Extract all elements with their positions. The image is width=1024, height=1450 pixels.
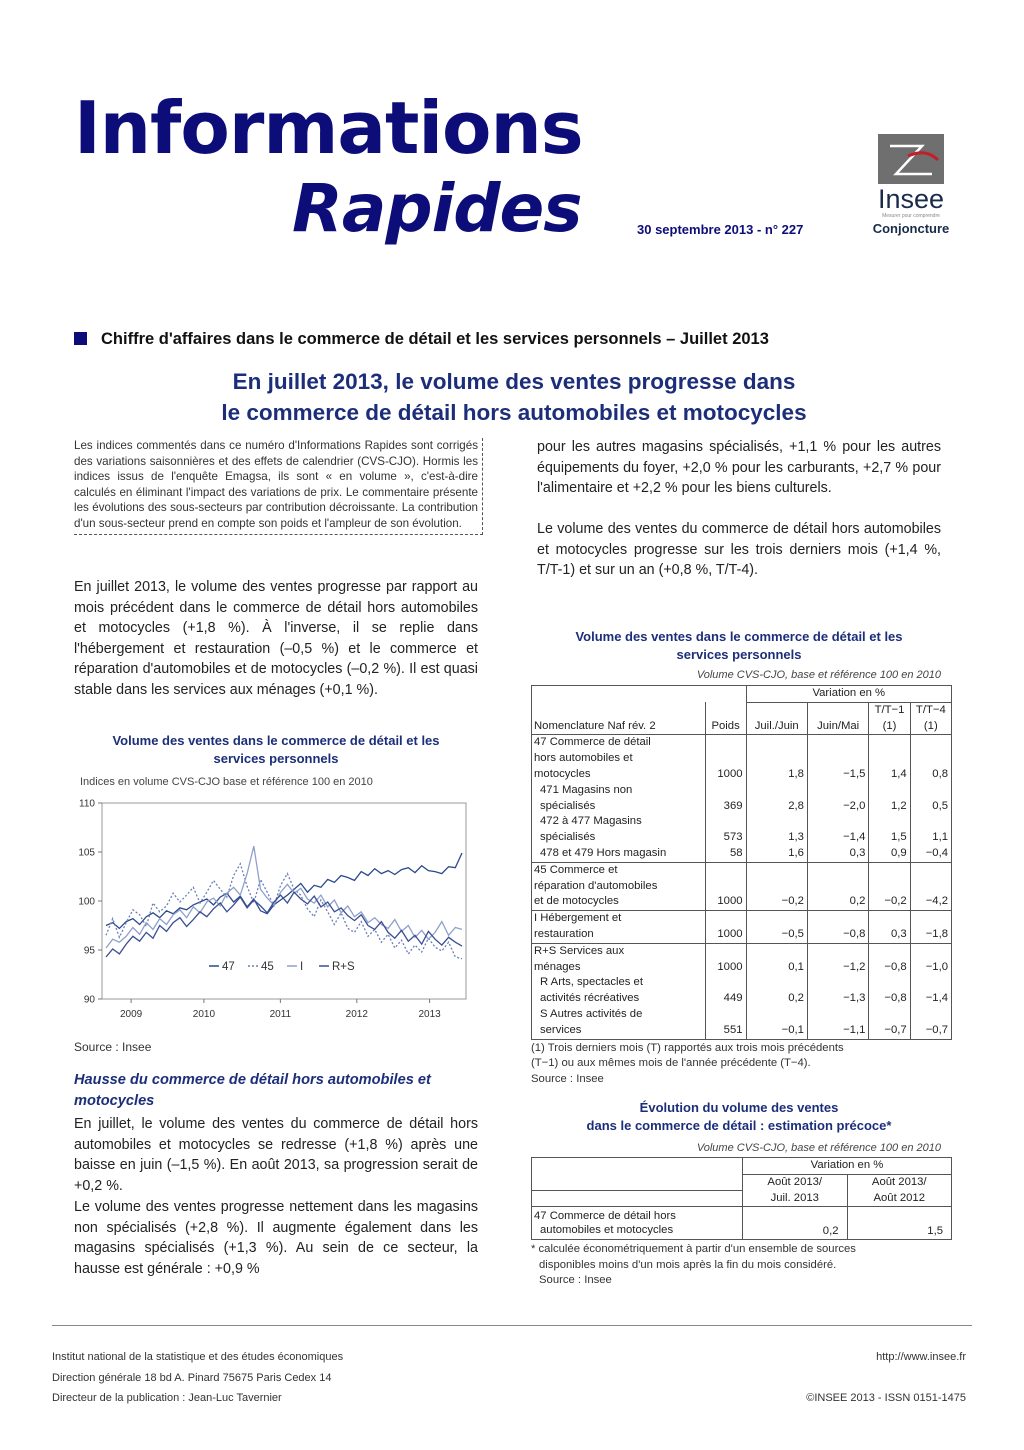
table2-title-line-2: dans le commerce de détail : estimation précoce* bbox=[586, 1118, 892, 1133]
table2-variation-header: Variation en % bbox=[743, 1158, 952, 1175]
table-row bbox=[532, 846, 952, 862]
table-cell-tt1: 1,2 bbox=[869, 783, 910, 815]
table2-row-label-2: automobiles et motocycles bbox=[540, 1224, 674, 1237]
table-row bbox=[532, 975, 952, 1007]
table-cell-weight: 551 bbox=[705, 1007, 746, 1039]
table-cell-tt4: −0,4 bbox=[910, 846, 951, 862]
table2-subtitle: Volume CVS-CJO, base et référence 100 en 2010 bbox=[696, 1142, 941, 1154]
table1-col-tt4: T/T−4 bbox=[910, 702, 951, 718]
right-paragraph-1: pour les autres magasins spécialisés, +1,1 % pour les autres équipements du foyer, +2,0 % pour les carburants, +2,7 % pour l'alimentaire et +2,2 % pour les biens culturels. bbox=[537, 439, 941, 497]
table-row-label bbox=[532, 975, 706, 1007]
table-cell-juil-juin: −0,5 bbox=[746, 911, 807, 944]
table-row bbox=[532, 783, 952, 815]
chart-title bbox=[74, 732, 478, 768]
table-row-label bbox=[532, 943, 706, 975]
table1-col-juin-mai: Juin/Mai bbox=[807, 702, 868, 735]
x-tick-label: 2012 bbox=[345, 1009, 368, 1020]
table-row-label-line: R+S Services aux bbox=[534, 944, 625, 957]
square-bullet-icon bbox=[74, 332, 87, 345]
table-cell-tt4: −4,2 bbox=[910, 862, 951, 910]
table-row-label bbox=[532, 846, 706, 862]
table-row-label-line: R Arts, spectacles et bbox=[540, 976, 643, 989]
legend-label: I bbox=[300, 961, 304, 973]
table-row-label-line: 47 Commerce de détail bbox=[534, 736, 651, 749]
table-row-label-line: restauration bbox=[534, 927, 594, 940]
table-row-label-line: spécialisés bbox=[540, 831, 596, 844]
x-tick-label: 2010 bbox=[192, 1009, 216, 1020]
y-tick-label: 95 bbox=[83, 945, 95, 957]
table1-notes bbox=[531, 1041, 952, 1088]
table-cell-tt4: −1,0 bbox=[910, 943, 951, 975]
table-cell-tt1: −0,8 bbox=[869, 943, 910, 975]
methodology-box: Les indices commentés dans ce numéro d'Informations Rapides sont corrigés des variations saisonnières et des effets de calendrier (CVS-CJO). Hormis les indices issus de l'enquête Emagsa, ils sont « en volume », c'est-à-dire calculés en éliminant l'impact des variations de prix. Le commentaire présente les évolutions des sous-secteurs par contribution décroissante. La contribution d'un sous-secteur prend en compte son poids et l'ampleur de son évolution. bbox=[74, 438, 483, 535]
y-tick-label: 90 bbox=[83, 994, 95, 1006]
table2-note-2: disponibles moins d'un mois après la fin du mois considéré. bbox=[539, 1258, 837, 1271]
chart-subtitle: Indices en volume CVS-CJO base et référence 100 en 2010 bbox=[80, 776, 373, 788]
table2-col2-header: Août 2013/ bbox=[847, 1174, 952, 1190]
table2-col1-subheader: Juil. 2013 bbox=[743, 1191, 848, 1207]
table-cell-tt1: 0,3 bbox=[869, 911, 910, 944]
y-tick-label: 110 bbox=[79, 798, 95, 810]
table2-value-1: 0,2 bbox=[743, 1207, 848, 1240]
table-cell-weight: 1000 bbox=[705, 943, 746, 975]
insee-logo-name: Insee bbox=[877, 184, 945, 214]
table2-title bbox=[537, 1099, 941, 1135]
table-cell-juil-juin: 1,8 bbox=[746, 735, 807, 783]
table-row-label-line: motocycles bbox=[534, 767, 591, 780]
series-line-47 bbox=[106, 853, 462, 928]
table-row-label-line: spécialisés bbox=[540, 799, 596, 812]
x-tick-label: 2013 bbox=[418, 1009, 441, 1020]
footer-director: Directeur de la publication : Jean-Luc Tavernier bbox=[52, 1392, 282, 1404]
table-cell-juin-mai: −1,3 bbox=[807, 975, 868, 1007]
table-cell-juil-juin: 1,6 bbox=[746, 846, 807, 862]
table-row-label bbox=[532, 735, 706, 783]
chart-title-line-2: services personnels bbox=[213, 751, 339, 766]
table-cell-weight: 449 bbox=[705, 975, 746, 1007]
intro-paragraph: En juillet 2013, le volume des ventes progresse par rapport au mois précédent dans le commerce de détail hors automobiles et motocycles (+1,8 %). À l'inverse, il se replie dans l'hébergement et restauration (–0,5 %) et le commerce et réparation d'automobiles et de motocycles (–0,2 %). Il est quasi stable dans les services aux ménages (+0,1 %). bbox=[74, 579, 478, 698]
legend-label: R+S bbox=[332, 961, 355, 973]
table1-container bbox=[531, 685, 952, 1087]
x-tick-label: 2009 bbox=[119, 1009, 143, 1020]
table1-col-juil-juin: Juil./Juin bbox=[746, 702, 807, 735]
table-cell-weight: 1000 bbox=[705, 862, 746, 910]
table-cell-juil-juin: 0,2 bbox=[746, 975, 807, 1007]
table2-source: Source : Insee bbox=[539, 1274, 612, 1287]
table-row-label-line: 471 Magasins non bbox=[540, 783, 633, 796]
table-cell-juin-mai: 0,3 bbox=[807, 846, 868, 862]
table-cell-tt4: 0,8 bbox=[910, 735, 951, 783]
table1 bbox=[531, 685, 952, 1040]
table-row-label bbox=[532, 911, 706, 944]
section-paragraph-2: Le volume des ventes progresse nettement dans les magasins non spécialisés (+2,8 %). Il augmente également dans les magasins spécialisés (+1,3 %). Au sein de ce secteur, la hausse est générale : +0,9 % bbox=[74, 1199, 478, 1277]
insee-emblem-icon bbox=[878, 134, 944, 184]
table-row-label-line: activités récréatives bbox=[540, 992, 640, 1005]
footer-divider bbox=[52, 1325, 972, 1326]
table1-subtitle: Volume CVS-CJO, base et référence 100 en 2010 bbox=[696, 669, 941, 681]
table-cell-tt4: 0,5 bbox=[910, 783, 951, 815]
table-row bbox=[532, 911, 952, 944]
table-cell-tt1: 0,9 bbox=[869, 846, 910, 862]
table1-col-tt4-note: (1) bbox=[910, 719, 951, 735]
table2-title-line-1: Évolution du volume des ventes bbox=[639, 1100, 839, 1115]
table-cell-tt1: 1,5 bbox=[869, 814, 910, 846]
table-row bbox=[532, 943, 952, 975]
issue-date: 30 septembre 2013 - n° 227 bbox=[637, 222, 804, 237]
table1-source: Source : Insee bbox=[531, 1072, 604, 1085]
x-tick-label: 2011 bbox=[269, 1009, 292, 1020]
series-line-r-s bbox=[106, 892, 462, 957]
table-cell-weight: 58 bbox=[705, 846, 746, 862]
table-cell-juin-mai: 0,2 bbox=[807, 862, 868, 910]
table-row-label-line: 478 et 479 Hors magasin bbox=[540, 846, 667, 859]
table-cell-juin-mai: −1,2 bbox=[807, 943, 868, 975]
table-row-label bbox=[532, 814, 706, 846]
legend-label: 47 bbox=[222, 961, 235, 973]
chart-title-line-1: Volume des ventes dans le commerce de détail et les bbox=[112, 733, 440, 748]
legend-label: 45 bbox=[261, 961, 274, 973]
y-tick-label: 100 bbox=[78, 896, 95, 908]
y-tick-label: 105 bbox=[78, 847, 95, 859]
table2-col2-subheader: Août 2012 bbox=[847, 1191, 952, 1207]
footer-url[interactable]: http://www.insee.fr bbox=[876, 1351, 966, 1363]
table-cell-tt1: 1,4 bbox=[869, 735, 910, 783]
table-cell-tt1: −0,8 bbox=[869, 975, 910, 1007]
table2-row-label-1: 47 Commerce de détail hors bbox=[534, 1210, 676, 1223]
table-cell-tt1: −0,7 bbox=[869, 1007, 910, 1039]
table2 bbox=[531, 1157, 952, 1240]
publication-subject bbox=[74, 330, 769, 349]
table-cell-juil-juin: −0,1 bbox=[746, 1007, 807, 1039]
footer-right bbox=[806, 1347, 966, 1409]
footer-copyright: ©INSEE 2013 - ISSN 0151-1475 bbox=[806, 1392, 966, 1404]
table-cell-weight: 573 bbox=[705, 814, 746, 846]
table-row-label bbox=[532, 1007, 706, 1039]
subject-text: Chiffre d'affaires dans le commerce de détail et les services personnels – Juillet 2013 bbox=[101, 330, 769, 348]
table-row-label-line: hors automobiles et bbox=[534, 752, 633, 765]
insee-logo bbox=[866, 134, 956, 236]
table2-row-label bbox=[532, 1207, 743, 1240]
table-row bbox=[532, 735, 952, 783]
headline-line-2: le commerce de détail hors automobiles et motocycles bbox=[221, 400, 807, 425]
table-row bbox=[532, 862, 952, 910]
section-heading: Hausse du commerce de détail hors automobiles et motocycles bbox=[74, 1072, 431, 1109]
footer-institution: Institut national de la statistique et des études économiques bbox=[52, 1351, 344, 1363]
headline bbox=[74, 366, 954, 428]
table2-container bbox=[531, 1157, 952, 1289]
table-cell-tt1: −0,2 bbox=[869, 862, 910, 910]
section-paragraph-1: En juillet, le volume des ventes du commerce de détail hors automobiles et motocycles se redresse (+1,8 %) après une baisse en juin (–1,5 %). En août 2013, sa progression serait de +0,2 %. bbox=[74, 1116, 478, 1194]
table-row-label-line: et de motocycles bbox=[534, 895, 619, 908]
table-cell-juin-mai: −1,5 bbox=[807, 735, 868, 783]
table-row-label-line: S Autres activités de bbox=[540, 1007, 643, 1020]
table-cell-tt4: −0,7 bbox=[910, 1007, 951, 1039]
table-row-label-line: 472 à 477 Magasins bbox=[540, 815, 642, 828]
table-cell-juin-mai: −1,4 bbox=[807, 814, 868, 846]
table2-note-1: * calculée économétriquement à partir d'un ensemble de sources bbox=[531, 1243, 856, 1256]
table1-variation-header: Variation en % bbox=[746, 686, 951, 703]
table1-col-tt1: T/T−1 bbox=[869, 702, 910, 718]
masthead-title: Informations bbox=[74, 86, 583, 170]
table-row-label-line: I Hébergement et bbox=[534, 912, 622, 925]
series-line-45 bbox=[106, 864, 462, 959]
table-cell-juil-juin: 0,1 bbox=[746, 943, 807, 975]
table-cell-tt4: 1,1 bbox=[910, 814, 951, 846]
insee-logo-subtitle: Conjoncture bbox=[872, 221, 950, 236]
table-row bbox=[532, 1007, 952, 1039]
table-cell-weight: 1000 bbox=[705, 911, 746, 944]
table-cell-juin-mai: −2,0 bbox=[807, 783, 868, 815]
footer-address: Direction générale 18 bd A. Pinard 75675 Paris Cedex 14 bbox=[52, 1371, 332, 1384]
table1-weight-header: Poids bbox=[705, 702, 746, 735]
insee-logo-tagline: Mesurer pour comprendre bbox=[882, 213, 940, 219]
table2-col1-header: Août 2013/ bbox=[743, 1174, 848, 1190]
table-cell-tt4: −1,4 bbox=[910, 975, 951, 1007]
table2-notes bbox=[531, 1242, 952, 1289]
table-row-label bbox=[532, 783, 706, 815]
table-cell-juin-mai: −1,1 bbox=[807, 1007, 868, 1039]
table-cell-weight: 369 bbox=[705, 783, 746, 815]
table-row-label-line: 45 Commerce et bbox=[534, 863, 618, 876]
table1-title-line-1: Volume des ventes dans le commerce de détail et les bbox=[575, 629, 903, 644]
table-cell-juil-juin: −0,2 bbox=[746, 862, 807, 910]
table1-title-line-2: services personnels bbox=[676, 647, 802, 662]
table1-title bbox=[537, 628, 941, 664]
table-cell-juil-juin: 1,3 bbox=[746, 814, 807, 846]
table-cell-juil-juin: 2,8 bbox=[746, 783, 807, 815]
table1-nomenclature-header: Nomenclature Naf rév. 2 bbox=[532, 702, 706, 735]
table2-value-2: 1,5 bbox=[847, 1207, 952, 1240]
table-row-label bbox=[532, 862, 706, 910]
table-cell-tt4: −1,8 bbox=[910, 911, 951, 944]
table-row-label-line: ménages bbox=[534, 960, 581, 973]
line-chart bbox=[74, 795, 478, 1025]
right-paragraph-2: Le volume des ventes du commerce de détail hors automobiles et motocycles progresse sur les trois derniers mois (+1,4 %, T/T-1) et sur un an (+0,8 %, T/T-4). bbox=[537, 521, 941, 579]
headline-line-1: En juillet 2013, le volume des ventes progresse dans bbox=[232, 369, 796, 394]
table-cell-juin-mai: −0,8 bbox=[807, 911, 868, 944]
table1-note-2: (T−1) ou aux mêmes mois de l'année précédente (T−4). bbox=[531, 1057, 811, 1070]
table-row-label-line: réparation d'automobiles bbox=[534, 879, 658, 892]
table-cell-weight: 1000 bbox=[705, 735, 746, 783]
table-row bbox=[532, 814, 952, 846]
table-row-label-line: services bbox=[540, 1023, 582, 1036]
table1-note-1: (1) Trois derniers mois (T) rapportés aux trois mois précédents bbox=[531, 1041, 844, 1054]
masthead-subtitle: Rapides bbox=[292, 170, 582, 247]
table1-col-tt1-note: (1) bbox=[869, 719, 910, 735]
chart-source: Source : Insee bbox=[74, 1040, 152, 1054]
footer-left bbox=[52, 1347, 343, 1409]
